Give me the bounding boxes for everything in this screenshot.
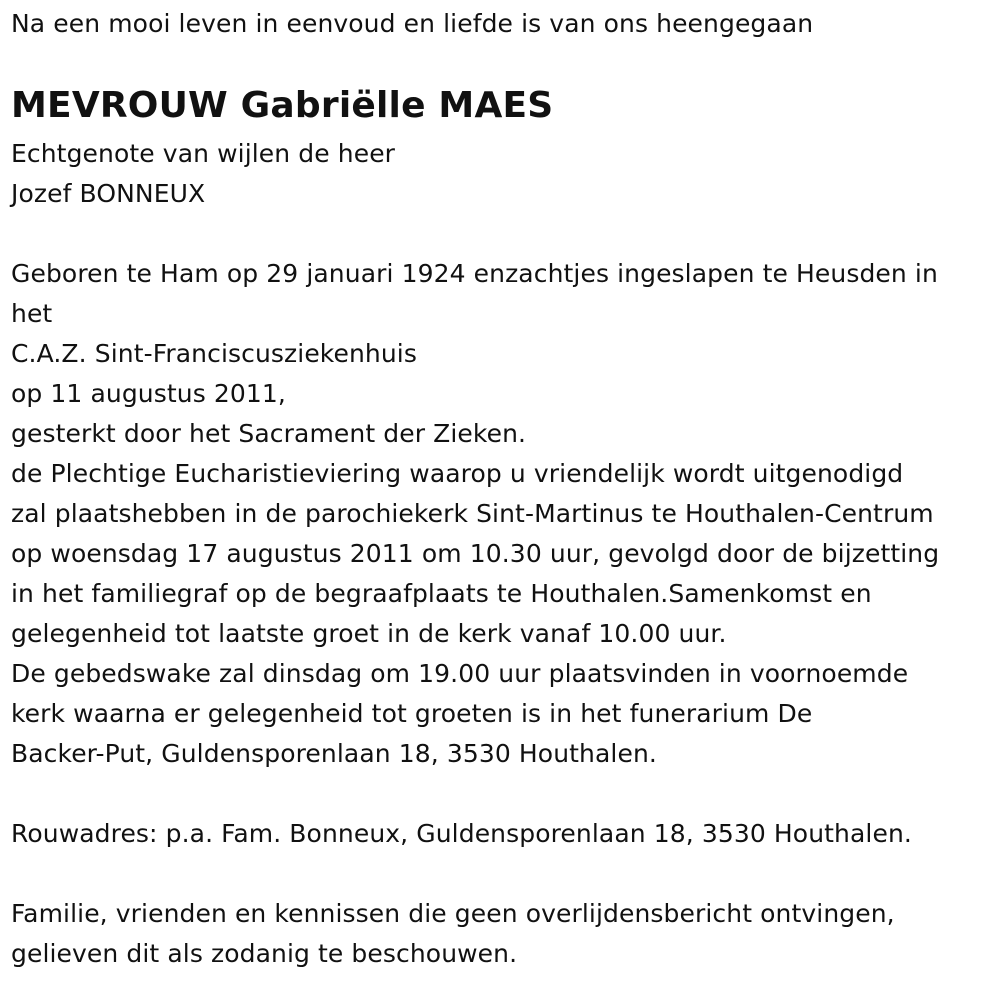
body-line: het: [11, 299, 53, 328]
body-line: de Plechtige Eucharistieviering waarop u vriendelijk wordt uitgenodigd: [11, 459, 904, 488]
spouse-line: Echtgenote van wijlen de heer: [11, 139, 396, 168]
body-line: gesterkt door het Sacrament der Zieken.: [11, 419, 527, 448]
deceased-name: MEVROUW Gabriëlle MAES: [11, 85, 554, 126]
body-line: De gebedswake zal dinsdag om 19.00 uur plaatsvinden in voornoemde: [11, 659, 909, 688]
closing-line: Familie, vrienden en kennissen die geen overlijdensbericht ontvingen,: [11, 899, 895, 928]
body-line: kerk waarna er gelegenheid tot groeten is in het funerarium De: [11, 699, 813, 728]
body-line: Geboren te Ham op 29 januari 1924 enzachtjes ingeslapen te Heusden in: [11, 259, 938, 288]
body-line: C.A.Z. Sint-Franciscusziekenhuis: [11, 339, 417, 368]
closing-line: gelieven dit als zodanig te beschouwen.: [11, 939, 518, 968]
body-line: gelegenheid tot laatste groet in de kerk vanaf 10.00 uur.: [11, 619, 727, 648]
mourning-address: Rouwadres: p.a. Fam. Bonneux, Guldensporenlaan 18, 3530 Houthalen.: [11, 819, 912, 848]
body-line: op 11 augustus 2011,: [11, 379, 286, 408]
body-line: Backer-Put, Guldensporenlaan 18, 3530 Houthalen.: [11, 739, 657, 768]
intro-text: Na een mooi leven in eenvoud en liefde is van ons heengegaan: [11, 9, 814, 38]
spouse-name: Jozef BONNEUX: [11, 179, 206, 208]
body-line: in het familiegraf op de begraafplaats te Houthalen.Samenkomst en: [11, 579, 872, 608]
body-line: zal plaatshebben in de parochiekerk Sint-Martinus te Houthalen-Centrum: [11, 499, 934, 528]
body-line: op woensdag 17 augustus 2011 om 10.30 uur, gevolgd door de bijzetting: [11, 539, 940, 568]
